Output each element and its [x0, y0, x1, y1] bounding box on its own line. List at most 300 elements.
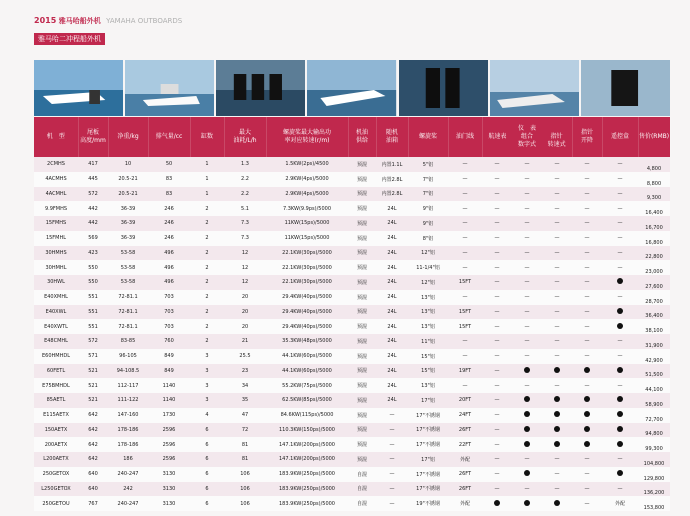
cell-combo: — — [512, 187, 542, 202]
col-displacement: 排气量/cc — [148, 117, 190, 157]
cell-weight: 178-186 — [108, 423, 148, 438]
table-row — [34, 290, 670, 305]
col-power: 螺旋桨最大输出功 率对应转速(r/m) — [266, 117, 348, 157]
cell-cc: 246 — [148, 216, 190, 231]
dot-icon — [524, 441, 530, 447]
cell-throttle: 15FT — [448, 305, 482, 320]
cell-model: 15FMHL — [34, 231, 78, 246]
cell-cc: 83 — [148, 172, 190, 187]
cell-weight: 20.5-21 — [108, 187, 148, 202]
cell-fuel: 81 — [224, 452, 266, 467]
cell-fuel: 23 — [224, 364, 266, 379]
dot-icon — [617, 308, 623, 314]
cell-needle: — — [542, 231, 572, 246]
cell-weight: 178-186 — [108, 437, 148, 452]
cell-cc: 246 — [148, 201, 190, 216]
cell-price: 51,500 — [638, 364, 670, 379]
cell-remote — [602, 408, 638, 423]
cell-remote — [602, 393, 638, 408]
cell-price: 16,800 — [638, 231, 670, 246]
cell-tank: 24L — [376, 216, 408, 231]
cell-throttle: 24FT — [448, 408, 482, 423]
cell-transom: 569 — [78, 231, 108, 246]
cell-power: 44.1KW(60ps)/5000 — [266, 364, 348, 379]
cell-needle: — — [542, 187, 572, 202]
photo-strip — [34, 60, 670, 116]
cell-tank: — — [376, 437, 408, 452]
col-cylinders: 缸数 — [190, 117, 224, 157]
cell-speed: — — [482, 452, 512, 467]
dot-icon — [617, 367, 623, 373]
cell-cc: 3130 — [148, 496, 190, 511]
cell-tank: 24L — [376, 290, 408, 305]
dot-icon — [524, 426, 530, 432]
cell-cc: 2596 — [148, 437, 190, 452]
cell-prop: 13"铝 — [408, 378, 448, 393]
cell-combo — [512, 467, 542, 482]
cell-model: 15FMHS — [34, 216, 78, 231]
cell-oil: 预混 — [348, 423, 376, 438]
cell-prop: 13"铝 — [408, 319, 448, 334]
cell-prop: 15"铝 — [408, 349, 448, 364]
cell-remote — [602, 319, 638, 334]
header-year: 2015 — [34, 16, 57, 25]
cell-price: 129,800 — [638, 467, 670, 482]
cell-finger — [572, 408, 602, 423]
cell-prop: 17"铝 — [408, 452, 448, 467]
cell-prop: 11-1/4"铝 — [408, 260, 448, 275]
cell-remote — [602, 423, 638, 438]
cell-tank: 24L — [376, 349, 408, 364]
cell-weight: 186 — [108, 452, 148, 467]
cell-prop: 12"铝 — [408, 246, 448, 261]
cell-fuel: 12 — [224, 275, 266, 290]
cell-remote — [602, 437, 638, 452]
cell-model: E40XWL — [34, 305, 78, 320]
cell-price: 9,300 — [638, 187, 670, 202]
col-fuel: 最大 油耗/L/h — [224, 117, 266, 157]
cell-prop: 17"不锈钢 — [408, 467, 448, 482]
cell-cyl: 6 — [190, 482, 224, 497]
cell-cyl: 3 — [190, 364, 224, 379]
col-instrument-group — [482, 117, 572, 157]
cell-price: 28,700 — [638, 290, 670, 305]
header-title-en: YAMAHA OUTBOARDS — [106, 17, 183, 25]
cell-transom: 642 — [78, 408, 108, 423]
cell-transom: 423 — [78, 246, 108, 261]
cell-combo — [512, 408, 542, 423]
cell-remote: — — [602, 216, 638, 231]
dot-icon — [524, 500, 530, 506]
cell-tank: — — [376, 408, 408, 423]
col-prop: 螺旋桨 — [408, 117, 448, 157]
dot-icon — [617, 323, 623, 329]
cell-finger: — — [572, 275, 602, 290]
cell-cyl: 2 — [190, 334, 224, 349]
cell-oil: 预混 — [348, 334, 376, 349]
col-fingertip: 指针 开降 — [572, 117, 602, 157]
cell-power: 2.9KW(4ps)/5000 — [266, 187, 348, 202]
table-body — [34, 157, 670, 511]
cell-transom: 521 — [78, 364, 108, 379]
cell-tank: 内置2.8L — [376, 187, 408, 202]
cell-cc: 246 — [148, 231, 190, 246]
cell-model: L250GETOX — [34, 482, 78, 497]
col-speed: 航速表 — [488, 133, 507, 141]
table-row — [34, 423, 670, 438]
photo-engines-1 — [216, 60, 305, 116]
cell-cyl: 2 — [190, 216, 224, 231]
cell-power: 183.9KW(250ps)/5000 — [266, 496, 348, 511]
cell-model: 4ACMHL — [34, 187, 78, 202]
cell-weight: 242 — [108, 482, 148, 497]
header-subtitle: 雅马哈二冲程船外机 — [34, 33, 105, 45]
cell-oil: 预混 — [348, 201, 376, 216]
dot-icon — [524, 396, 530, 402]
cell-prop: 13"铝 — [408, 305, 448, 320]
photo-boat-3 — [307, 60, 396, 116]
cell-fuel: 106 — [224, 482, 266, 497]
cell-needle: — — [542, 305, 572, 320]
cell-cyl: 6 — [190, 423, 224, 438]
cell-speed: — — [482, 231, 512, 246]
cell-finger: — — [572, 290, 602, 305]
cell-fuel: 12 — [224, 246, 266, 261]
cell-transom: 521 — [78, 378, 108, 393]
cell-model: E115AETX — [34, 408, 78, 423]
cell-weight: 83-85 — [108, 334, 148, 349]
cell-needle: — — [542, 157, 572, 172]
cell-speed: — — [482, 201, 512, 216]
cell-combo: — — [512, 246, 542, 261]
cell-oil: 预混 — [348, 437, 376, 452]
cell-speed: — — [482, 260, 512, 275]
cell-transom: 442 — [78, 201, 108, 216]
cell-cyl: 2 — [190, 290, 224, 305]
cell-price: 16,700 — [638, 216, 670, 231]
cell-remote: — — [602, 452, 638, 467]
cell-oil: 预混 — [348, 393, 376, 408]
cell-cyl: 2 — [190, 275, 224, 290]
dot-icon — [524, 470, 530, 476]
cell-remote: — — [602, 290, 638, 305]
col-throttle: 油门线 — [448, 117, 482, 157]
cell-power: 22.1KW(30ps)/5000 — [266, 260, 348, 275]
cell-prop: 17"铝 — [408, 393, 448, 408]
cell-tank: — — [376, 423, 408, 438]
cell-throttle: — — [448, 187, 482, 202]
cell-power: 62.5KW(85ps)/5000 — [266, 393, 348, 408]
cell-speed: — — [482, 319, 512, 334]
col-remote: 遥控盒 — [602, 117, 638, 157]
cell-throttle: — — [448, 231, 482, 246]
cell-tank: 24L — [376, 334, 408, 349]
cell-fuel: 7.3 — [224, 216, 266, 231]
cell-transom: 521 — [78, 393, 108, 408]
cell-cyl: 2 — [190, 319, 224, 334]
cell-model: E48CMHL — [34, 334, 78, 349]
col-model: 机 型 — [34, 117, 78, 157]
cell-speed: — — [482, 364, 512, 379]
cell-weight: 111-122 — [108, 393, 148, 408]
cell-speed: — — [482, 172, 512, 187]
cell-fuel: 106 — [224, 467, 266, 482]
cell-price: 36,400 — [638, 305, 670, 320]
cell-speed: — — [482, 423, 512, 438]
cell-finger: — — [572, 305, 602, 320]
dot-icon — [554, 411, 560, 417]
cell-price: 23,000 — [638, 260, 670, 275]
cell-power: 110.3KW(150ps)/5000 — [266, 423, 348, 438]
cell-throttle: 外配 — [448, 452, 482, 467]
cell-cyl: 1 — [190, 172, 224, 187]
cell-needle: — — [542, 467, 572, 482]
col-combo: 组合 — [521, 133, 534, 141]
cell-model: 4ACMHS — [34, 172, 78, 187]
cell-combo: — — [512, 482, 542, 497]
cell-fuel: 20 — [224, 305, 266, 320]
table-row — [34, 349, 670, 364]
spec-price-table — [34, 117, 671, 511]
cell-cc: 50 — [148, 157, 190, 172]
dot-icon — [617, 278, 623, 284]
cell-finger: — — [572, 349, 602, 364]
cell-speed: — — [482, 275, 512, 290]
cell-weight: 94-108.5 — [108, 364, 148, 379]
cell-power: 29.4KW(40ps)/5000 — [266, 290, 348, 305]
cell-speed: — — [482, 378, 512, 393]
col-weight: 净重/kg — [108, 117, 148, 157]
table-row — [34, 452, 670, 467]
cell-fuel: 7.3 — [224, 231, 266, 246]
cell-finger: — — [572, 216, 602, 231]
cell-throttle: 19FT — [448, 364, 482, 379]
col-instrument: 仪 表 — [518, 125, 537, 133]
cell-speed: — — [482, 408, 512, 423]
cell-throttle: — — [448, 334, 482, 349]
cell-transom: 417 — [78, 157, 108, 172]
cell-finger: — — [572, 452, 602, 467]
cell-model: L200AETX — [34, 452, 78, 467]
cell-power: 22.1KW(30ps)/5000 — [266, 246, 348, 261]
cell-oil: 自混 — [348, 496, 376, 511]
dot-icon — [554, 441, 560, 447]
cell-remote: — — [602, 172, 638, 187]
cell-price: 27,600 — [638, 275, 670, 290]
header-title: 雅马哈船外机 — [58, 17, 101, 25]
cell-power: 2.9KW(4ps)/5000 — [266, 172, 348, 187]
cell-remote: — — [602, 260, 638, 275]
cell-combo: — — [512, 452, 542, 467]
cell-finger — [572, 364, 602, 379]
cell-fuel: 21 — [224, 334, 266, 349]
instrument-subheaders — [483, 133, 572, 149]
cell-oil: 预混 — [348, 408, 376, 423]
cell-cyl: 6 — [190, 452, 224, 467]
cell-fuel: 2.2 — [224, 187, 266, 202]
table-header-row — [34, 117, 670, 157]
cell-model: 2CMHS — [34, 157, 78, 172]
cell-prop: 19"不锈钢 — [408, 496, 448, 511]
cell-power: 29.4KW(40ps)/5000 — [266, 305, 348, 320]
cell-weight: 53-58 — [108, 260, 148, 275]
cell-power: 1.5KW(2ps)/4500 — [266, 157, 348, 172]
cell-needle: — — [542, 172, 572, 187]
cell-price: 72,700 — [638, 408, 670, 423]
cell-fuel: 5.1 — [224, 201, 266, 216]
cell-power: 84.6KW(115ps)/5000 — [266, 408, 348, 423]
cell-oil: 预混 — [348, 290, 376, 305]
cell-throttle: — — [448, 349, 482, 364]
cell-tank: 内置1.1L — [376, 157, 408, 172]
col-needle-group — [548, 133, 566, 149]
cell-prop: 17"不锈钢 — [408, 437, 448, 452]
cell-remote: — — [602, 231, 638, 246]
cell-price: 4,800 — [638, 157, 670, 172]
cell-power: 183.9KW(250ps)/5000 — [266, 467, 348, 482]
cell-fuel: 1.3 — [224, 157, 266, 172]
cell-tank: 24L — [376, 364, 408, 379]
photo-boat-1 — [34, 60, 123, 116]
cell-weight: 72-81.1 — [108, 319, 148, 334]
cell-prop: 15"铝 — [408, 364, 448, 379]
cell-cc: 760 — [148, 334, 190, 349]
cell-needle: — — [542, 334, 572, 349]
cell-combo: — — [512, 349, 542, 364]
cell-price: 42,900 — [638, 349, 670, 364]
cell-combo: — — [512, 319, 542, 334]
cell-tank: 24L — [376, 246, 408, 261]
dot-icon — [554, 367, 560, 373]
cell-needle — [542, 496, 572, 511]
cell-model: 30HMHL — [34, 260, 78, 275]
cell-power: 7.3KW(9.9ps)/5000 — [266, 201, 348, 216]
cell-combo: — — [512, 290, 542, 305]
cell-model: 85AETL — [34, 393, 78, 408]
cell-combo: — — [512, 378, 542, 393]
cell-weight: 20.5-21 — [108, 172, 148, 187]
dot-icon — [524, 411, 530, 417]
cell-price: 104,800 — [638, 452, 670, 467]
table-row — [34, 216, 670, 231]
cell-remote: — — [602, 201, 638, 216]
cell-weight: 10 — [108, 157, 148, 172]
cell-throttle: — — [448, 290, 482, 305]
cell-oil: 自混 — [348, 482, 376, 497]
cell-fuel: 12 — [224, 260, 266, 275]
cell-tank: 24L — [376, 231, 408, 246]
cell-throttle: — — [448, 157, 482, 172]
table-row — [34, 482, 670, 497]
table-row — [34, 378, 670, 393]
dot-icon — [617, 411, 623, 417]
col-needle: 指针 — [550, 133, 563, 141]
dot-icon — [554, 396, 560, 402]
cell-speed: — — [482, 216, 512, 231]
cell-model: 30HMHS — [34, 246, 78, 261]
cell-cc: 849 — [148, 349, 190, 364]
dot-icon — [584, 396, 590, 402]
cell-tank: 24L — [376, 319, 408, 334]
cell-weight: 96-105 — [108, 349, 148, 364]
cell-model: 250GETOX — [34, 467, 78, 482]
cell-remote — [602, 467, 638, 482]
cell-power: 11KW(15ps)/5000 — [266, 231, 348, 246]
cell-cc: 1140 — [148, 393, 190, 408]
table-row — [34, 157, 670, 172]
cell-cc: 703 — [148, 290, 190, 305]
cell-fuel: 25.5 — [224, 349, 266, 364]
cell-cc: 849 — [148, 364, 190, 379]
cell-combo: — — [512, 275, 542, 290]
cell-transom: 572 — [78, 334, 108, 349]
cell-prop: 7"铝 — [408, 187, 448, 202]
cell-transom: 550 — [78, 275, 108, 290]
cell-combo — [512, 437, 542, 452]
table-row — [34, 496, 670, 511]
cell-remote: — — [602, 378, 638, 393]
dot-icon — [584, 367, 590, 373]
cell-combo — [512, 393, 542, 408]
table-row — [34, 364, 670, 379]
photo-boat-4 — [490, 60, 579, 116]
cell-tank: — — [376, 467, 408, 482]
cell-throttle: — — [448, 172, 482, 187]
cell-transom: 445 — [78, 172, 108, 187]
cell-tank: 24L — [376, 378, 408, 393]
cell-combo: — — [512, 216, 542, 231]
cell-throttle: — — [448, 201, 482, 216]
cell-cyl: 3 — [190, 393, 224, 408]
cell-prop: 8"铝 — [408, 231, 448, 246]
table-row — [34, 319, 670, 334]
cell-throttle: — — [448, 260, 482, 275]
cell-oil: 预混 — [348, 305, 376, 320]
cell-price: 8,800 — [638, 172, 670, 187]
cell-cyl: 2 — [190, 231, 224, 246]
cell-throttle: 22FT — [448, 437, 482, 452]
cell-oil: 预混 — [348, 260, 376, 275]
photo-boat-2 — [125, 60, 214, 116]
cell-prop: 9"铝 — [408, 216, 448, 231]
cell-fuel: 47 — [224, 408, 266, 423]
cell-weight: 72-81.1 — [108, 290, 148, 305]
cell-power: 147.1KW(200ps)/5000 — [266, 437, 348, 452]
table-row — [34, 305, 670, 320]
col-needle-type: 转速式 — [547, 140, 566, 148]
cell-oil: 预混 — [348, 364, 376, 379]
cell-throttle: 26FT — [448, 482, 482, 497]
cell-throttle: 26FT — [448, 467, 482, 482]
cell-weight: 147-160 — [108, 408, 148, 423]
cell-needle — [542, 393, 572, 408]
cell-needle: — — [542, 319, 572, 334]
dot-icon — [617, 426, 623, 432]
cell-model: 200AETX — [34, 437, 78, 452]
cell-combo: — — [512, 231, 542, 246]
cell-throttle: — — [448, 216, 482, 231]
cell-needle: — — [542, 275, 572, 290]
cell-speed: — — [482, 393, 512, 408]
cell-speed: — — [482, 437, 512, 452]
cell-throttle: — — [448, 246, 482, 261]
cell-finger — [572, 393, 602, 408]
cell-needle: — — [542, 452, 572, 467]
cell-speed — [482, 496, 512, 511]
cell-power: 35.3KW(48ps)/5000 — [266, 334, 348, 349]
cell-remote — [602, 364, 638, 379]
cell-cc: 2596 — [148, 423, 190, 438]
